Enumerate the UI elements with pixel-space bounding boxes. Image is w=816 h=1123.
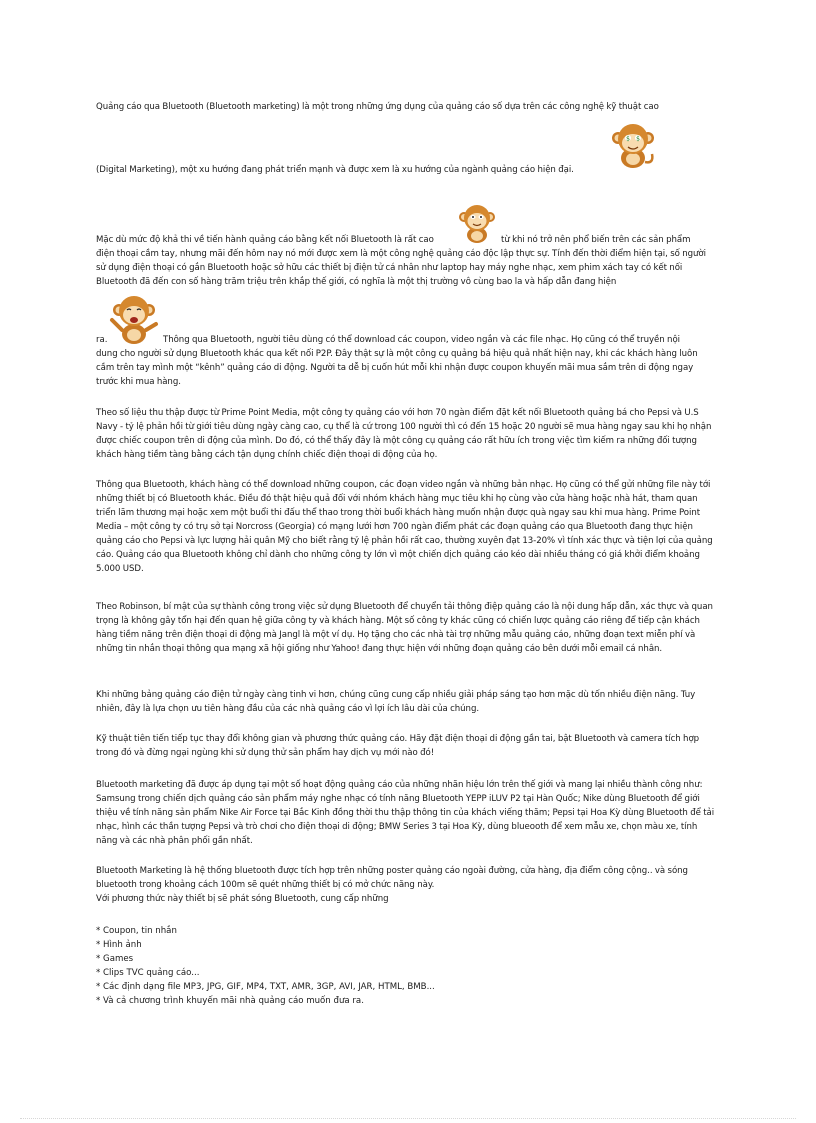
paragraph-7: Khi những bảng quảng cáo điện tử ngày càng tinh vi hơn, chúng cũng cung cấp nhiều giải pháp sáng tạo hơn mặc dù tốn nhiều điện năng. Tuy nhiên, đây là lựa chọn ưu tiên hàng đầu của các nhà quảng cáo vì lợi ích lâu dài của chúng. (96, 690, 696, 714)
paragraph-3-part-b: Thông qua Bluetooth, người tiêu dùng có thể download các coupon, video ngắn và các file nhạc. Họ cũng có thể truyền nội (163, 335, 680, 345)
monkey-dancing-emoticon (108, 290, 160, 346)
monkey-emoticon (456, 200, 498, 244)
svg-text:$: $ (636, 135, 640, 143)
paragraph-2-line-1-part-b: từ khi nó trở nên phổ biến trên các sản phẩm (501, 235, 691, 245)
paragraph-1-line-2: (Digital Marketing), một xu hướng đang phát triển mạnh và được xem là xu hướng của ngành quảng cáo hiện đại. (96, 165, 574, 175)
list-item: * Games (96, 954, 134, 964)
list-item: * Clips TVC quảng cáo... (96, 968, 200, 978)
paragraph-5: Thông qua Bluetooth, khách hàng có thể download những coupon, các đoạn video ngắn và những bản nhạc. Họ cũng có thể gửi những file này tới những thiết bị có Bluetooth khác. Điều đó thật hiệu quả đối với nhóm khách hàng mục tiêu khi họ cùng vào cửa hàng hoặc nhà hát, tham quan triển lãm thương mại hoặc xem một buổi thi đấu thể thao trong thời buổi khách hàng muốn nhận được quà ngay sau khi mua hàng. Prime Point Media – một công ty có trụ sở tại Norcross (Georgia) có mạng lưới hơn 700 ngàn điểm phát các đoạn quảng cáo qua Bluetooth đang thực hiện quảng cáo cho Pepsi và lực lượng hải quân Mỹ cho biết rằng tỷ lệ phản hồi rất cao, thường xuyên đạt 13-20% vì tính xác thực và tiện lợi của quảng cáo. Quảng cáo qua Bluetooth không chỉ dành cho những công ty lớn vì một chiến dịch quảng cáo kéo dài nhiều tháng có giá khởi điểm khoảng 5.000 USD. (96, 480, 713, 574)
list-item: * Và cả chương trình khuyến mãi nhà quảng cáo muốn đưa ra. (96, 996, 364, 1006)
paragraph-2: điện thoại cầm tay, nhưng mãi đến hôm nay nó mới được xem là một công nghệ quảng cáo độc lập thực sự. Tính đến thời điểm hiện tại, số người sử dụng điện thoại có gắn Bluetooth hoặc sở hữu các thiết bị điện tử cá nhân như laptop hay máy nghe nhạc, xem phim xách tay có kết nối Bluetooth đã đến con số hàng trăm triệu trên khắp thế giới, có nghĩa là một thị trường vô cùng bao la và hấp dẫn đang hiện (96, 249, 706, 287)
paragraph-4: Theo số liệu thu thập được từ Prime Point Media, một công ty quảng cáo với hơn 70 ngàn điểm đặt kết nối Bluetooth quảng bá cho Pepsi và U.S Navy - tỷ lệ phản hồi từ giới tiêu dùng ngày càng cao, cụ thể là cứ trong 100 người thì có đến 15 hoặc 20 người sẽ mua hàng ngay sau khi họ nhận được chiếc coupon trên di động của mình. Do đó, có thể thấy đây là một công cụ quảng cáo rất hữu ích trong việc tìm kiếm ra những đối tượng khách hàng tiềm tàng bằng cách tận dụng chính chiếc điện thoại di động của họ. (96, 408, 712, 460)
paragraph-3-part-a: ra. (96, 335, 108, 345)
list-item: * Hình ảnh (96, 940, 142, 950)
paragraph-10: Bluetooth Marketing là hệ thống bluetooth được tích hợp trên những poster quảng cáo ngoài đường, cửa hàng, địa điểm công cộng.. và sóng bluetooth trong khoảng cách 100m sẽ quét những thiết bị có mở chức năng này. (96, 866, 688, 890)
paragraph-8: Kỹ thuật tiên tiến tiếp tục thay đổi không gian và phương thức quảng cáo. Hãy đặt điện thoại di động gần tai, bật Bluetooth và camera tích hợp trong đó và đừng ngại ngùng khi sử dụng thử sản phẩm hay dịch vụ mới nào đó! (96, 734, 700, 758)
paragraph-1-line-1: Quảng cáo qua Bluetooth (Bluetooth marketing) là một trong những ứng dụng của quảng cáo số dựa trên các công nghệ kỹ thuật cao (96, 102, 659, 112)
paragraph-3: dung cho người sử dụng Bluetooth khác qua kết nối P2P. Đây thật sự là một công cụ quảng bá hiệu quả nhất hiện nay, khi các khách hàng luôn cầm trên tay mình một “kênh” quảng cáo di động. Người ta dễ bị cuốn hút mỗi khi nhận được coupon khuyến mãi mua sắm trên di động ngay trước khi mua hàng. (96, 349, 698, 387)
list-item: * Các định dạng file MP3, JPG, GIF, MP4, TXT, AMR, 3GP, AVI, JAR, HTML, BMB... (96, 982, 435, 992)
page-bottom-divider (20, 1118, 796, 1119)
paragraph-6: Theo Robinson, bí mật của sự thành công trong việc sử dụng Bluetooth để chuyển tải thông điệp quảng cáo là nội dung hấp dẫn, xác thực và quan trọng là không gây tổn hại đến quan hệ giữa công ty và khách hàng. Một số công ty khác cũng có chiến lược quảng cáo riêng để tiếp cận khách hàng tiềm năng trên điện thoại di động mà Jangl là một ví dụ. Họ tặng cho các nhà tài trợ những mẫu quảng cáo, những đoạn text miễn phí và những tin nhắn thoại thông qua mạng xã hội giống như Yahoo! đang thực hiện với những đoạn quảng cáo bên dưới mỗi email cá nhân. (96, 602, 713, 654)
svg-text:$: $ (626, 135, 630, 143)
feature-list (96, 924, 435, 1008)
list-item: * Coupon, tin nhắn (96, 926, 177, 936)
paragraph-2-line-1-part-a: Mặc dù mức độ khả thi về tiến hành quảng cáo bằng kết nối Bluetooth là rất cao (96, 235, 434, 245)
monkey-money-emoticon (608, 118, 658, 170)
paragraph-11: Với phương thức này thiết bị sẽ phát sóng Bluetooth, cung cấp những (96, 894, 389, 904)
paragraph-9: Bluetooth marketing đã được áp dụng tại một số hoạt động quảng cáo của những nhãn hiệu lớn trên thế giới và mang lại nhiều thành công như: Samsung trong chiến dịch quảng cáo sản phẩm máy nghe nhạc có tính năng Bluetooth YEPP iLUV P2 tại Hàn Quốc; Nike dùng Bluetooth để giới thiệu về tính năng sản phẩm Nike Air Force tại Bắc Kinh đồng thời thu thập thông tin của khách viếng thăm; Pepsi tại Hoa Kỳ dùng Bluetooth để tải nhạc, hình các thần tượng Pepsi và trò chơi cho điện thoại di động; BMW Series 3 tại Hoa Kỳ, dùng blueooth để xem mẫu xe, chọn màu xe, tính năng và các nhà phân phối gần nhất. (96, 780, 715, 846)
